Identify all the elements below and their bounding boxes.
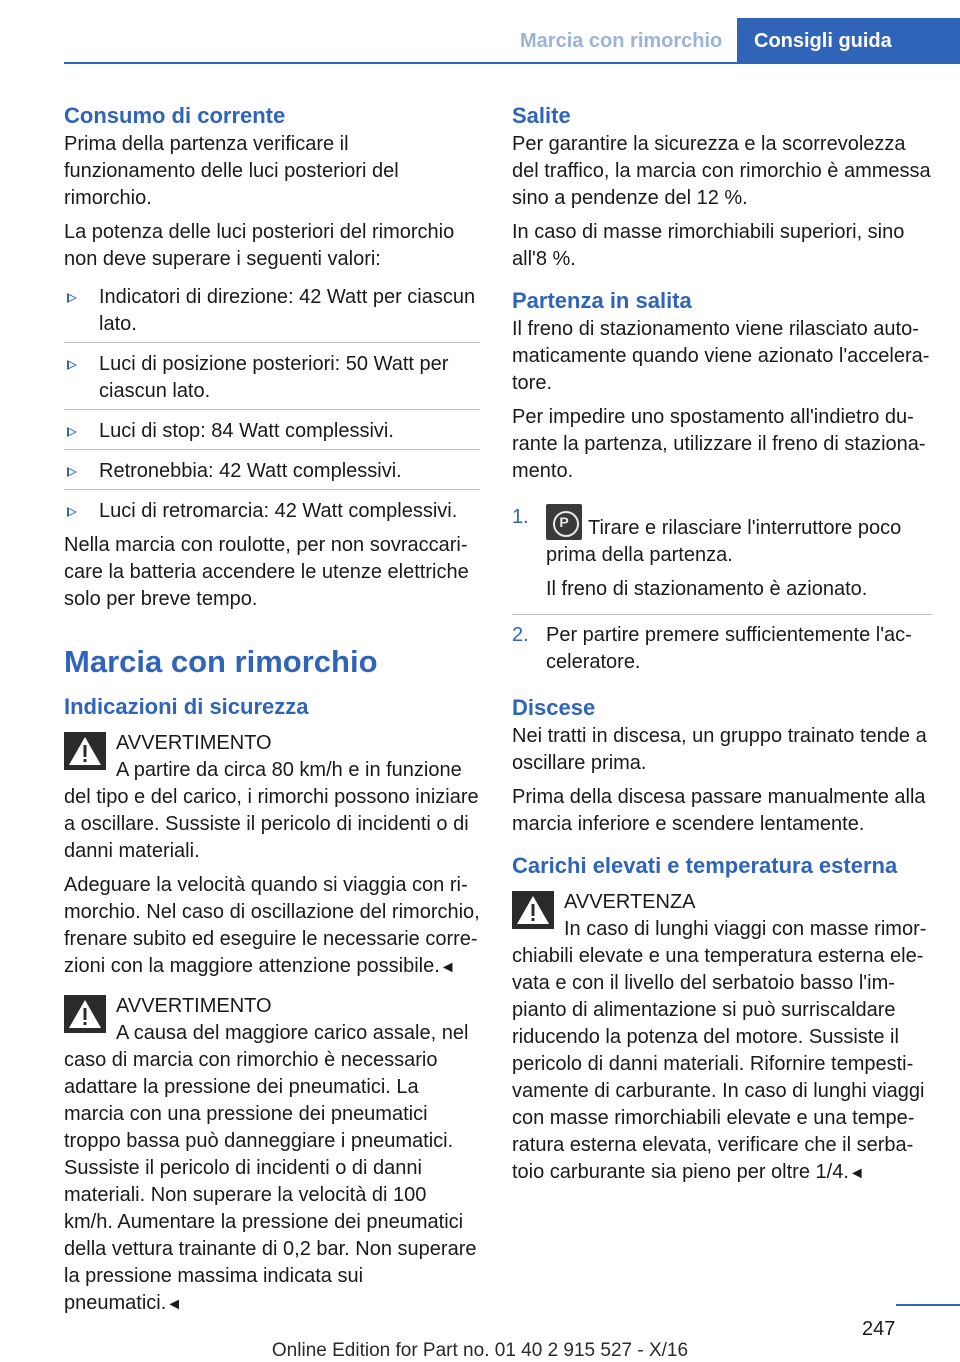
start-steps	[512, 501, 932, 680]
triangle-bullet-icon	[67, 360, 77, 370]
start-title: Partenza in salita	[512, 288, 692, 313]
start-paragraph-1: Il freno di stazionamento viene rilasciato automaticamente quando viene azionato l'acceleratore.	[512, 318, 930, 394]
climb-paragraph-1: Per garantire la sicurezza e la scorrevolezza del traffico, la marcia con rimorchio è ammessa sino a pendenze del 12 %.	[512, 133, 931, 209]
warning-text: A partire da circa 80 km/h e in funzione del tipo e del carico, i rimorchi possono iniziare a oscillare. Sussiste il pericolo di incidenti o di danni materiali.	[64, 759, 479, 862]
step-text: Per partire premere sufficientemente l'acceleratore.	[546, 624, 912, 673]
start-paragraph-2: Per impedire uno spostamento all'indietro durante la partenza, utilizzare il freno di stazionamento.	[512, 406, 926, 482]
right-column	[512, 101, 932, 1199]
list-item-text: Luci di stop: 84 Watt complessivi.	[99, 420, 394, 442]
power-list	[64, 280, 480, 529]
parking-brake-icon	[546, 504, 582, 540]
header-section-title: Marcia con rimorchio	[520, 30, 723, 52]
heat-title: Carichi elevati e temperatura esterna	[512, 853, 898, 878]
end-mark-icon: ◄	[848, 1165, 865, 1182]
list-item	[512, 619, 932, 680]
list-item-text: Retronebbia: 42 Watt complessivi.	[99, 460, 402, 482]
list-item-text: Luci di retromarcia: 42 Watt complessivi.	[99, 500, 458, 522]
triangle-bullet-icon	[67, 467, 77, 477]
warning-title: AVVERTIMENTO	[116, 732, 272, 754]
list-item	[64, 347, 480, 410]
warning-triangle-icon	[64, 732, 106, 770]
triangle-bullet-icon	[67, 293, 77, 303]
step-number: 1 .	[512, 504, 529, 531]
end-mark-icon: ◄	[166, 1296, 183, 1313]
power-paragraph-1: Prima della partenza verificare il funzionamento delle luci posteriori del rimorchio.	[64, 133, 399, 209]
list-item-text: Indicatori di direzione: 42 Watt per ciascun lato.	[99, 286, 476, 335]
header-chapter-tab: Consigli guida	[737, 18, 960, 64]
warning-text-body: Adeguare la velocità quando si viaggia con rimorchio. Nel caso di oscillazione del rimorchio, frenare subito ed eseguire le necessarie correzioni con la maggiore attenzione possibile.	[64, 874, 480, 977]
triangle-bullet-icon	[67, 427, 77, 437]
page-header	[0, 0, 960, 64]
power-paragraph-2: La potenza delle luci posteriori del rimorchio non deve superare i seguenti valori:	[64, 221, 455, 270]
left-column	[64, 101, 480, 1330]
warning-text	[64, 1020, 480, 1318]
descent-title: Discese	[512, 695, 596, 720]
edition-footer: Online Edition for Part no. 01 40 2 915 527 - X/16	[271, 1340, 689, 1361]
warning-text-body: In caso di lunghi viaggi con masse rimorchiabili elevate e una temperatura esterna elevata e con il livello del serbatoio basso l'impianto di alimentazione si può surriscaldare riducendo la potenza del motore. Sussiste il pericolo di danni materiali. Rifornire tempestivamente di carburante. In caso di lunghi viaggi con masse rimorchiabili elevate e una temperatura esterna elevata, verificare che il serbatoio carburante sia pieno per oltre 1/4.	[512, 918, 927, 1183]
warning-block-2	[64, 993, 480, 1318]
climb-paragraph-2: In caso di masse rimorchiabili superiori, sino all'8 %.	[512, 221, 905, 270]
climb-title: Salite	[512, 103, 571, 128]
warning-text	[64, 872, 480, 981]
parking-brake-symbol: P	[559, 514, 569, 530]
warning-text	[512, 916, 932, 1187]
warning-triangle-icon	[512, 891, 554, 929]
list-item	[64, 454, 480, 490]
list-item	[64, 414, 480, 450]
main-title: Marcia con rimorchio	[64, 644, 378, 679]
warning-block-3	[512, 889, 932, 1187]
triangle-bullet-icon	[67, 507, 77, 517]
step-subtext: Il freno di stazionamento è azionato.	[546, 578, 868, 600]
warning-title: AVVERTIMENTO	[116, 995, 272, 1017]
end-mark-icon: ◄	[439, 959, 456, 976]
list-item	[512, 501, 932, 615]
list-item	[64, 280, 480, 343]
safety-title: Indicazioni di sicurezza	[64, 694, 309, 719]
warning-triangle-icon	[64, 995, 106, 1033]
list-item-text: Luci di posizione posteriori: 50 Watt per ciascun lato.	[99, 353, 449, 402]
header-rule	[64, 62, 960, 64]
power-paragraph-3: Nella marcia con roulotte, per non sovraccaricare la batteria accendere le utenze elettriche solo per breve tempo.	[64, 534, 469, 610]
warning-text-body: A causa del maggiore carico assale, nel caso di marcia con rimorchio è necessario adattare la pressione dei pneumatici. La marcia con una pressione dei pneumatici troppo bassa può danneggiare i pneumatici. Sussiste il pericolo di incidenti o di danni materiali. Non superare la velocità di 100 km/h. Aumentare la pressione dei pneumatici della vettura trainante di 0,2 bar. Non superare la pressione massima indicata sui pneumatici.	[64, 1022, 477, 1314]
footer-rule	[896, 1304, 960, 1306]
list-item	[64, 494, 480, 529]
descent-paragraph-1: Nei tratti in discesa, un gruppo trainato tende a oscillare prima.	[512, 725, 927, 774]
warning-title: AVVERTENZA	[564, 891, 696, 913]
warning-block-1	[64, 730, 480, 981]
page-number: 247	[862, 1318, 896, 1340]
step-text: Tirare e rilasciare l'interruttore poco prima della partenza.	[546, 517, 902, 566]
step-number: 2 .	[512, 622, 529, 649]
power-title: Consumo di corrente	[64, 103, 286, 128]
descent-paragraph-2: Prima della discesa passare manualmente alla marcia inferiore e scendere lentamente.	[512, 786, 926, 835]
